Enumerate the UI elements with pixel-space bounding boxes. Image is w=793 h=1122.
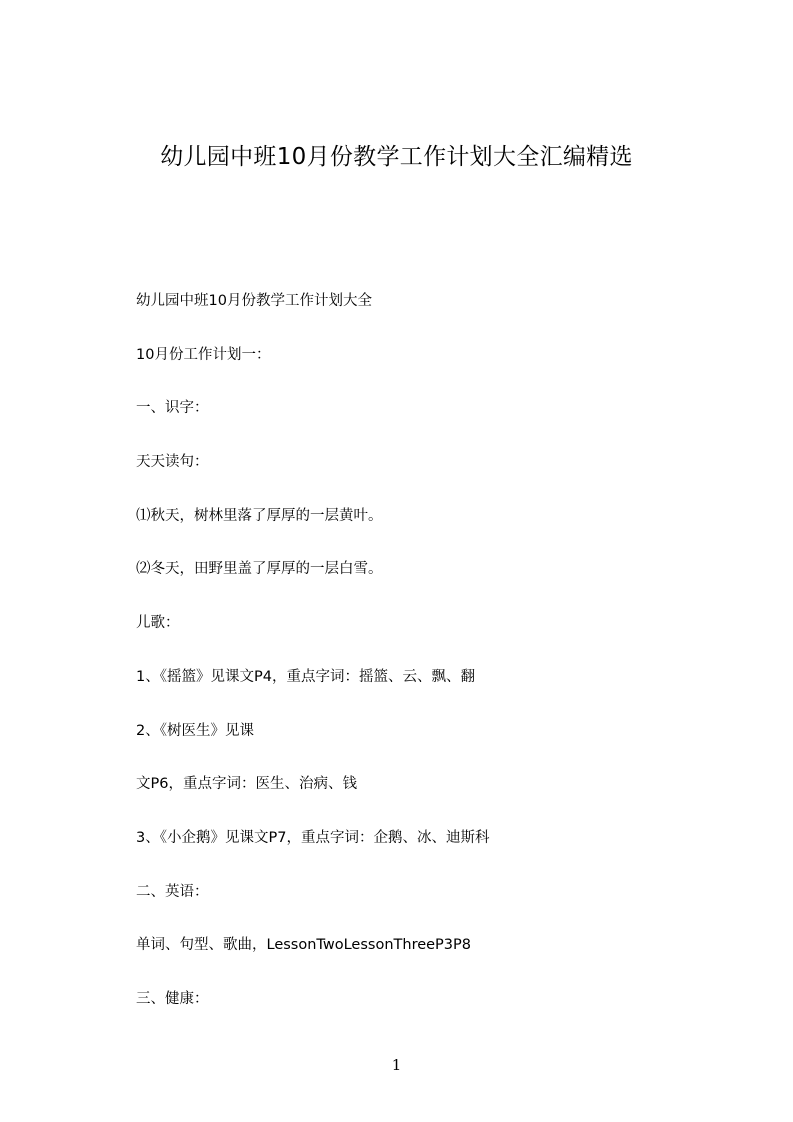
rhyme-item-cradle: 1、《摇篮》见课文P4，重点字词：摇篮、云、飘、翻 (136, 668, 475, 685)
document-title: 幼儿园中班10月份教学工作计划大全汇编精选 (160, 144, 633, 170)
page-number: 1 (391, 1056, 402, 1074)
sentence-autumn: ⑴秋天，树林里落了厚厚的一层黄叶。 (136, 507, 383, 524)
rhyme-item-tree-doctor-cont: 文P6，重点字词：医生、治病、钱 (136, 776, 357, 793)
daily-reading-label: 天天读句： (136, 454, 209, 471)
document-body (136, 289, 696, 1041)
rhyme-item-tree-doctor: 2、《树医生》见课 (136, 722, 254, 739)
nursery-rhyme-label: 儿歌： (136, 615, 180, 632)
plan-heading: 10月份工作计划一： (136, 346, 271, 363)
section-heading-english: 二、英语： (136, 883, 209, 900)
sentence-winter: ⑵冬天，田野里盖了厚厚的一层白雪。 (136, 561, 383, 578)
rhyme-item-little-penguin: 3、《小企鹅》见课文P7，重点字词：企鹅、冰、迪斯科 (136, 829, 490, 846)
english-content: 单词、句型、歌曲，LessonTwoLessonThreeP3P8 (136, 937, 471, 954)
section-heading-health: 三、健康： (136, 990, 209, 1007)
section-heading-literacy: 一、识字： (136, 400, 209, 417)
subtitle-line: 幼儿园中班10月份教学工作计划大全 (136, 293, 372, 309)
